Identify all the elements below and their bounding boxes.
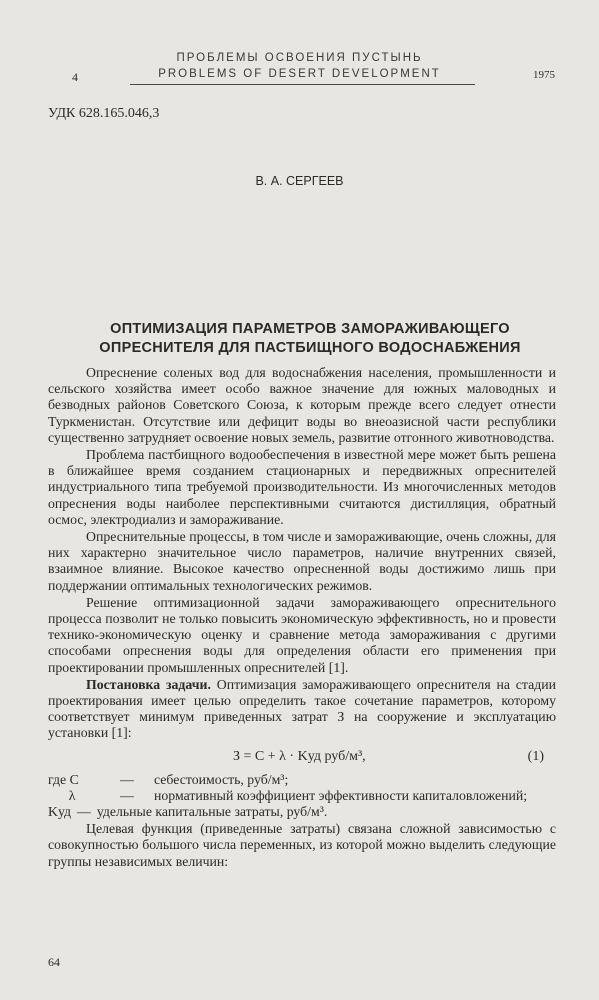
formula-1 xyxy=(48,746,556,770)
problem-statement-text: Оптимизация замораживающего опреснителя на стадии проектирования имеет целью определить такое сочетание параметров, которому соответствует минимум приведенных затрат З на сооружение и эксплуатацию установки [1]: xyxy=(48,676,556,741)
journal-title-en: PROBLEMS OF DESERT DEVELOPMENT xyxy=(158,68,441,80)
definition-row xyxy=(48,804,556,820)
article-body xyxy=(48,365,556,870)
definition-symbol: Kуд xyxy=(48,804,72,820)
author: В. А. СЕРГЕЕВ xyxy=(255,174,344,188)
formula-expression: З = C + λ · Kуд руб/м³, xyxy=(233,748,366,764)
paragraph: Опреснительные процессы, в том числе и замораживающие, очень сложны, для них характерно значительное число параметров, наличие внутренних связей, взаимное влияние. Высокое качество опресненной воды достижимо лишь при поддержании оптимальных технологических режимов. xyxy=(48,529,556,593)
page-number: 64 xyxy=(48,955,60,969)
article-title-line-1: ОПТИМИЗАЦИЯ ПАРАМЕТРОВ ЗАМОРАЖИВАЮЩЕГО xyxy=(110,321,510,337)
symbol-definitions xyxy=(48,772,556,821)
definition-row xyxy=(48,772,556,788)
paragraph: Целевая функция (приведенные затраты) связана сложной зависимостью с совокупностью большого числа переменных, из которой можно выделить следующие группы независимых величин: xyxy=(48,821,556,869)
udk-code: УДК 628.165.046,3 xyxy=(48,106,160,121)
issue-year: 1975 xyxy=(533,69,555,81)
definition-meaning: удельные капитальные затраты, руб/м³. xyxy=(96,804,328,820)
issue-number: 4 xyxy=(72,70,78,84)
definition-dash: — xyxy=(120,771,134,787)
definition-symbol: λ xyxy=(48,787,76,803)
formula-number: (1) xyxy=(527,748,544,764)
journal-title-ru: ПРОБЛЕМЫ ОСВОЕНИЯ ПУСТЫНЬ xyxy=(176,52,423,64)
definition-meaning: нормативный коэффициент эффективности капиталовложений; xyxy=(154,787,528,803)
definition-symbol: где C xyxy=(48,771,79,787)
header-rule xyxy=(130,84,475,85)
problem-statement-paragraph xyxy=(48,677,556,742)
paragraph: Решение оптимизационной задачи замораживающего опреснительного процесса позволит не только повысить экономическую эффективность, но и провести технико-экономическую оценку и сравнение метода замораживания с другими способами опреснения воды для определения области его применения при проектировании промышленных опреснителей [1]. xyxy=(48,594,556,675)
definition-row xyxy=(48,788,556,804)
definition-dash: — xyxy=(77,804,91,820)
article-title-line-2: ОПРЕСНИТЕЛЯ ДЛЯ ПАСТБИЩНОГО ВОДОСНАБЖЕНИЯ xyxy=(99,340,521,356)
paragraph: Опреснение соленых вод для водоснабжения населения, промышленности и сельского хозяйства имеет особо важное значение для южных маловодных и безводных районов Советского Союза, к которым прежде всего следует отнести Туркменистан. Отсутствие или дефицит воды во внеоазисной части республики существенно затрудняет освоение новых земель, развитие отгонного животноводства. xyxy=(48,365,556,445)
definition-dash: — xyxy=(120,787,134,803)
definition-meaning: себестоимость, руб/м³; xyxy=(154,771,289,787)
article-title xyxy=(40,320,580,358)
problem-statement-heading: Постановка задачи. xyxy=(86,676,211,692)
paragraph: Проблема пастбищного водообеспечения в известной мере может быть решена в ближайшее время созданием стационарных и передвижных опреснителей индустриального типа требуемой производительности. Из многочисленных методов опреснения воды наиболее перспективными считаются дистилляция, обратный осмос, электродиализ и замораживание. xyxy=(48,447,556,527)
